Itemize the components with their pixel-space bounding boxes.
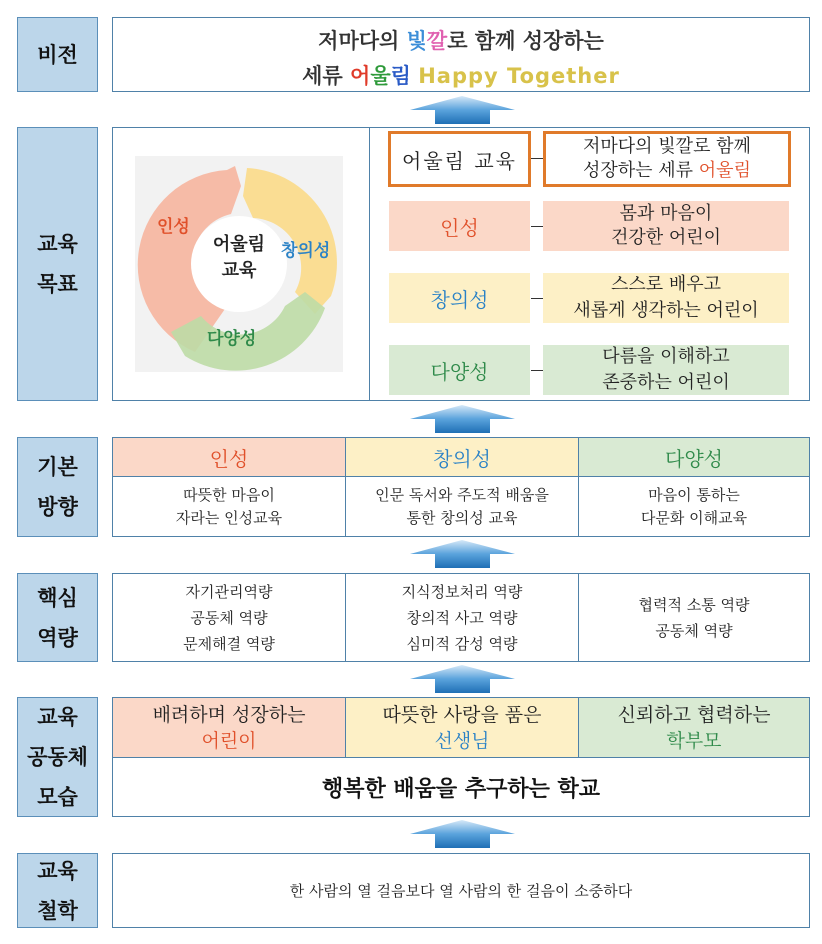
connector-3	[531, 298, 543, 299]
vision-line-2: 세류 어울림 Happy Together	[302, 64, 620, 88]
cycle-label-changuiseong: 창의성	[281, 241, 331, 261]
competency-col-1: 자기관리역량 공동체 역량 문제해결 역량	[113, 574, 346, 661]
cycle-center-text: 어울림 교육	[212, 234, 266, 281]
community-teacher: 따뜻한 사랑을 품은 선생님	[346, 698, 579, 758]
goal-desc-changuiseong: 스스로 배우고 새롭게 생각하는 어린이	[543, 273, 789, 323]
direction-label: 기본 방향	[17, 437, 98, 537]
philosophy-label: 교육 철학	[17, 853, 98, 928]
happy-together-text: Happy Together	[418, 64, 620, 88]
up-arrow-1	[410, 96, 515, 124]
community-box	[112, 697, 810, 817]
community-parent: 신뢰하고 협력하는 학부모	[579, 698, 809, 758]
community-school: 행복한 배움을 추구하는 학교	[321, 776, 600, 802]
goal-name-changuiseong: 창의성	[389, 273, 530, 323]
goal-desc-eoulrim: 저마다의 빛깔로 함께 성장하는 세류 어울림	[543, 131, 791, 187]
goals-label: 교육 목표	[17, 127, 98, 401]
goal-name-eoulrim: 어울림 교육	[388, 131, 531, 187]
philosophy-text: 한 사람의 열 걸음보다 열 사람의 한 걸음이 소중하다	[289, 882, 633, 900]
connector-1	[531, 158, 543, 159]
up-arrow-2	[410, 405, 515, 433]
goal-desc-insung: 몸과 마음이 건강한 어린이	[543, 201, 789, 251]
cycle-label-dayangseong: 다양성	[207, 329, 257, 349]
direction-box	[112, 437, 810, 537]
competency-col-3: 협력적 소통 역량 공동체 역량	[638, 595, 750, 640]
competency-box	[112, 573, 810, 662]
community-label: 교육 공동체 모습	[17, 697, 98, 817]
vision-label: 비전	[17, 17, 98, 92]
vision-box	[112, 17, 810, 92]
cycle-diagram	[135, 156, 343, 372]
community-child: 배려하며 성장하는 어린이	[113, 698, 346, 758]
goal-desc-dayangseong: 다름을 이해하고 존중하는 어린이	[543, 345, 789, 395]
direction-body-dayangseong: 마음이 통하는 다문화 이해교육	[640, 485, 748, 527]
philosophy-box	[112, 853, 810, 928]
direction-head-insung: 인성	[113, 438, 346, 477]
direction-body-changuiseong: 인문 독서와 주도적 배움을 통한 창의성 교육	[346, 477, 579, 536]
goals-divider	[369, 128, 370, 400]
competency-label: 핵심 역량	[17, 573, 98, 662]
goals-box	[112, 127, 810, 401]
direction-head-dayangseong: 다양성	[579, 438, 809, 477]
connector-4	[531, 370, 543, 371]
direction-head-changuiseong: 창의성	[346, 438, 579, 477]
cycle-label-insung: 인성	[157, 217, 190, 237]
direction-body-insung: 따뜻한 마음이 자라는 인성교육	[113, 477, 346, 536]
up-arrow-4	[410, 665, 515, 693]
up-arrow-5	[410, 820, 515, 848]
goal-name-insung: 인성	[389, 201, 530, 251]
vision-line-1: 저마다의 빛깔로 함께 성장하는	[318, 29, 604, 53]
competency-col-2: 지식정보처리 역량 창의적 사고 역량 심미적 감성 역량	[346, 574, 579, 661]
goal-name-dayangseong: 다양성	[389, 345, 530, 395]
up-arrow-3	[410, 540, 515, 568]
connector-2	[531, 226, 543, 227]
